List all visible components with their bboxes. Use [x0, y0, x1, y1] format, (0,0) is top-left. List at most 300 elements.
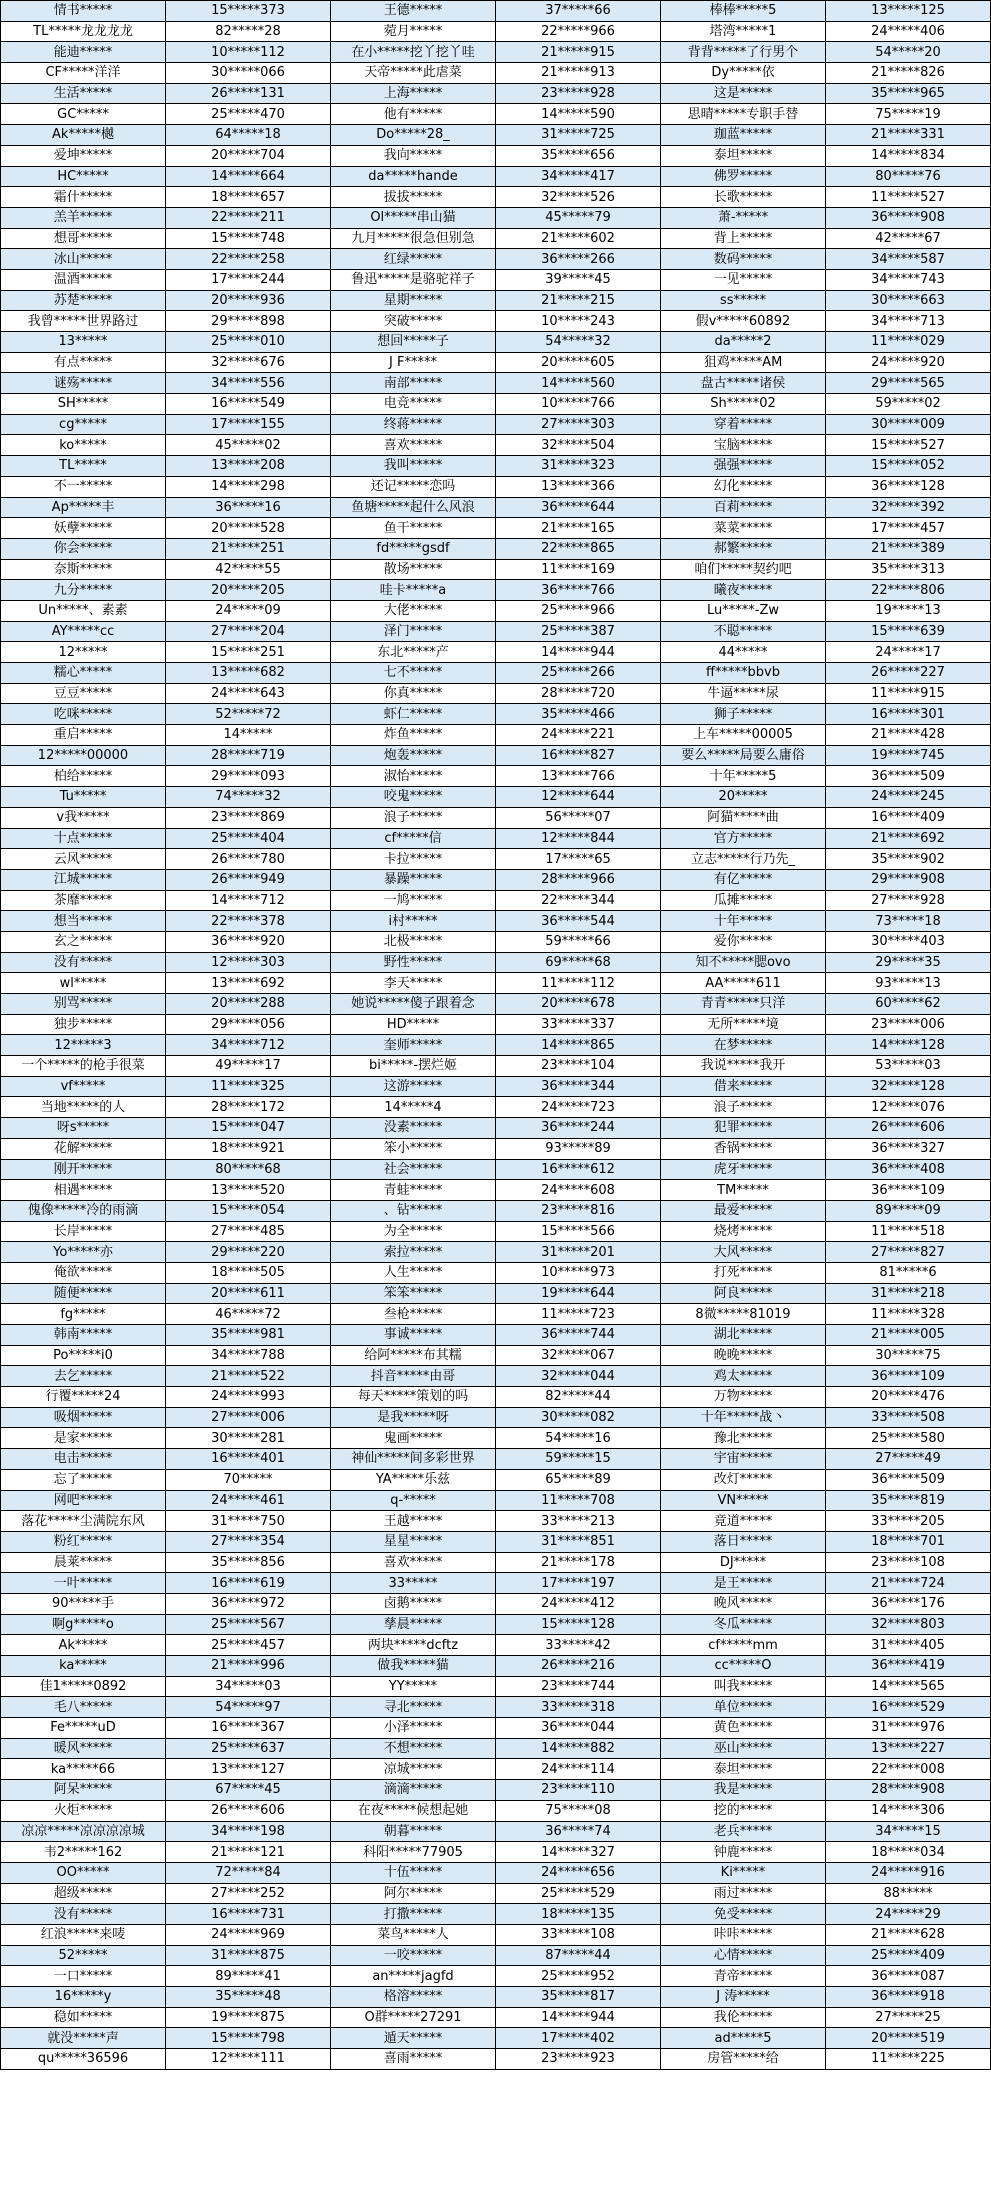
phone-cell: 14*****834 [826, 145, 991, 166]
name-cell: 叁枪***** [331, 1304, 496, 1325]
name-cell: 菜鸟*****人 [331, 1924, 496, 1945]
phone-cell: 23*****108 [826, 1552, 991, 1573]
name-cell: 李天***** [331, 973, 496, 994]
name-cell: 浪子***** [331, 807, 496, 828]
name-cell: 情书***** [1, 1, 166, 22]
name-cell: 抖音*****由哥 [331, 1366, 496, 1387]
phone-cell: 34*****15 [826, 1821, 991, 1842]
name-cell: 大佬***** [331, 600, 496, 621]
name-cell: AA*****611 [661, 973, 826, 994]
phone-cell: 33*****205 [826, 1511, 991, 1532]
phone-cell: 36*****744 [496, 1325, 661, 1346]
name-cell: i村***** [331, 911, 496, 932]
name-cell: 行覆*****24 [1, 1387, 166, 1408]
table-row [1, 1573, 991, 1594]
phone-cell: 10*****112 [166, 42, 331, 63]
phone-cell: 22*****258 [166, 249, 331, 270]
name-cell: 曦夜***** [661, 580, 826, 601]
table-row [1, 1924, 991, 1945]
phone-cell: 18*****135 [496, 1904, 661, 1925]
name-cell: cc*****O [661, 1656, 826, 1677]
phone-cell: 20*****611 [166, 1283, 331, 1304]
name-cell: TL***** [1, 456, 166, 477]
name-cell: 万物***** [661, 1387, 826, 1408]
name-cell: 16*****y [1, 1987, 166, 2008]
name-cell: Ki***** [661, 1862, 826, 1883]
name-cell: 房管*****给 [661, 2049, 826, 2070]
name-cell: 鱼塘*****起什么风浪 [331, 497, 496, 518]
phone-cell: 74*****32 [166, 787, 331, 808]
name-cell: 佛罗***** [661, 166, 826, 187]
table-row [1, 1697, 991, 1718]
name-cell: Lu*****-Zw [661, 600, 826, 621]
table-row [1, 766, 991, 787]
phone-cell: 25*****580 [826, 1428, 991, 1449]
name-cell: 喜欢***** [331, 1552, 496, 1573]
name-cell: 思晴*****专职手替 [661, 104, 826, 125]
phone-cell: 36*****74 [496, 1821, 661, 1842]
name-cell: 滴滴***** [331, 1780, 496, 1801]
name-cell: 他有***** [331, 104, 496, 125]
name-cell: 不聪***** [661, 621, 826, 642]
name-cell: 重启***** [1, 725, 166, 746]
phone-cell: 25*****387 [496, 621, 661, 642]
phone-cell: 25*****457 [166, 1635, 331, 1656]
phone-cell: 36*****244 [496, 1118, 661, 1139]
phone-cell: 52*****72 [166, 704, 331, 725]
phone-cell: 36*****044 [496, 1718, 661, 1739]
phone-cell: 35*****656 [496, 145, 661, 166]
table-row [1, 63, 991, 84]
name-cell: 泰坦***** [661, 1759, 826, 1780]
table-row [1, 228, 991, 249]
name-cell: 啊g*****o [1, 1614, 166, 1635]
phone-cell: 31*****750 [166, 1511, 331, 1532]
phone-cell: 11*****029 [826, 332, 991, 353]
phone-cell: 36*****266 [496, 249, 661, 270]
table-row [1, 1366, 991, 1387]
phone-cell: 19*****875 [166, 2007, 331, 2028]
name-cell: 爱坤***** [1, 145, 166, 166]
name-cell: 电击***** [1, 1449, 166, 1470]
name-cell: 去乞***** [1, 1366, 166, 1387]
name-cell: 豫北***** [661, 1428, 826, 1449]
phone-cell: 24*****608 [496, 1180, 661, 1201]
phone-cell: 27*****252 [166, 1883, 331, 1904]
phone-cell: 10*****766 [496, 394, 661, 415]
name-cell: Tu***** [1, 787, 166, 808]
phone-cell: 16*****549 [166, 394, 331, 415]
name-cell: 傀像*****冷的雨滴 [1, 1200, 166, 1221]
phone-cell: 36*****766 [496, 580, 661, 601]
name-cell: 超级***** [1, 1883, 166, 1904]
phone-cell: 18*****505 [166, 1262, 331, 1283]
name-cell: 珈蓝***** [661, 125, 826, 146]
phone-cell: 20*****205 [166, 580, 331, 601]
phone-cell: 34*****743 [826, 269, 991, 290]
phone-cell: 36*****344 [496, 1076, 661, 1097]
phone-cell: 32*****803 [826, 1614, 991, 1635]
name-cell: 我是***** [661, 1780, 826, 1801]
phone-cell: 28*****908 [826, 1780, 991, 1801]
phone-cell: 22*****806 [826, 580, 991, 601]
phone-cell: 36*****087 [826, 1966, 991, 1987]
phone-cell: 19*****13 [826, 600, 991, 621]
phone-cell: 13*****127 [166, 1759, 331, 1780]
name-cell: 烧烤***** [661, 1221, 826, 1242]
phone-cell: 27*****485 [166, 1221, 331, 1242]
name-cell: 十年*****战丶 [661, 1407, 826, 1428]
name-cell: 长歌***** [661, 187, 826, 208]
name-cell: v我***** [1, 807, 166, 828]
phone-cell: 18*****701 [826, 1531, 991, 1552]
phone-cell: 24*****406 [826, 21, 991, 42]
phone-cell: 29*****056 [166, 1014, 331, 1035]
table-row [1, 104, 991, 125]
phone-cell: 26*****606 [826, 1118, 991, 1139]
table-row [1, 1242, 991, 1263]
table-row [1, 704, 991, 725]
name-cell: 吃咪***** [1, 704, 166, 725]
table-row [1, 456, 991, 477]
table-row [1, 1180, 991, 1201]
name-cell: 巫山***** [661, 1738, 826, 1759]
name-cell: 背背*****了行男个 [661, 42, 826, 63]
table-row [1, 187, 991, 208]
name-cell: 老兵***** [661, 1821, 826, 1842]
name-cell: 茶靡***** [1, 890, 166, 911]
name-cell: 九分***** [1, 580, 166, 601]
name-cell: GC***** [1, 104, 166, 125]
name-cell: OO***** [1, 1862, 166, 1883]
name-cell: 卤鹅***** [331, 1593, 496, 1614]
table-row [1, 1635, 991, 1656]
phone-cell: 16*****612 [496, 1159, 661, 1180]
name-cell: 妖孽***** [1, 518, 166, 539]
phone-cell: 28*****720 [496, 683, 661, 704]
phone-cell: 35*****981 [166, 1325, 331, 1346]
name-cell: 免受***** [661, 1904, 826, 1925]
name-cell: HD***** [331, 1014, 496, 1035]
table-row [1, 828, 991, 849]
table-row [1, 1262, 991, 1283]
name-cell: 不想***** [331, 1738, 496, 1759]
phone-cell: 36*****109 [826, 1180, 991, 1201]
name-cell: 12*****00000 [1, 745, 166, 766]
phone-cell: 59*****02 [826, 394, 991, 415]
name-cell: an*****jagfd [331, 1966, 496, 1987]
phone-cell: 26*****131 [166, 83, 331, 104]
name-cell: 14*****4 [331, 1097, 496, 1118]
name-cell: 犯罪***** [661, 1118, 826, 1139]
table-row [1, 807, 991, 828]
phone-cell: 14*****560 [496, 373, 661, 394]
table-row [1, 2007, 991, 2028]
name-cell: YA*****乐兹 [331, 1469, 496, 1490]
phone-cell: 73*****18 [826, 911, 991, 932]
name-cell: Fe*****uD [1, 1718, 166, 1739]
phone-cell: 14*****882 [496, 1738, 661, 1759]
name-cell: 笨小***** [331, 1138, 496, 1159]
phone-cell: 16*****731 [166, 1904, 331, 1925]
name-cell: 冬瓜***** [661, 1614, 826, 1635]
phone-cell: 21*****522 [166, 1366, 331, 1387]
name-cell: 黄色***** [661, 1718, 826, 1739]
phone-cell: 34*****198 [166, 1821, 331, 1842]
name-cell: DJ***** [661, 1552, 826, 1573]
name-cell: 谜殇***** [1, 373, 166, 394]
name-cell: 我曾*****世界路过 [1, 311, 166, 332]
name-cell: 最爱***** [661, 1200, 826, 1221]
phone-cell: 46*****72 [166, 1304, 331, 1325]
phone-cell: 23*****869 [166, 807, 331, 828]
name-cell: 想当***** [1, 911, 166, 932]
table-row [1, 642, 991, 663]
name-cell: 阿尔***** [331, 1883, 496, 1904]
name-cell: 柏给***** [1, 766, 166, 787]
phone-cell: 34*****788 [166, 1345, 331, 1366]
name-cell: 十伍***** [331, 1862, 496, 1883]
table-row [1, 394, 991, 415]
phone-cell: 29*****35 [826, 952, 991, 973]
name-cell: 鬼画***** [331, 1428, 496, 1449]
name-cell: ka***** [1, 1656, 166, 1677]
phone-cell: 34*****713 [826, 311, 991, 332]
table-row [1, 1345, 991, 1366]
table-row [1, 125, 991, 146]
table-row [1, 973, 991, 994]
name-cell: 毛八***** [1, 1697, 166, 1718]
phone-cell: 15*****566 [496, 1221, 661, 1242]
name-cell: 一口***** [1, 1966, 166, 1987]
name-cell: 想哥***** [1, 228, 166, 249]
phone-cell: 30*****403 [826, 931, 991, 952]
name-cell: vf***** [1, 1076, 166, 1097]
phone-cell: 15*****748 [166, 228, 331, 249]
table-row [1, 911, 991, 932]
phone-cell: 87*****44 [496, 1945, 661, 1966]
name-cell: 社会***** [331, 1159, 496, 1180]
name-cell: 忘了***** [1, 1469, 166, 1490]
name-cell: 十年*****5 [661, 766, 826, 787]
phone-cell: 24*****412 [496, 1593, 661, 1614]
name-cell: da*****hande [331, 166, 496, 187]
name-cell: 做我*****猫 [331, 1656, 496, 1677]
phone-cell: 25*****470 [166, 104, 331, 125]
name-cell: 一咬***** [331, 1945, 496, 1966]
name-cell: 俺欲***** [1, 1262, 166, 1283]
name-cell: 竟道***** [661, 1511, 826, 1532]
name-cell: YY***** [331, 1676, 496, 1697]
phone-cell: 32*****504 [496, 435, 661, 456]
name-cell: 有亿***** [661, 869, 826, 890]
name-cell: 刚开***** [1, 1159, 166, 1180]
phone-cell: 25*****637 [166, 1738, 331, 1759]
name-cell: 每天*****策划的吗 [331, 1387, 496, 1408]
table-row [1, 1449, 991, 1470]
phone-cell: 33*****42 [496, 1635, 661, 1656]
name-cell: 霜什***** [1, 187, 166, 208]
phone-cell: 59*****15 [496, 1449, 661, 1470]
phone-cell: 36*****644 [496, 497, 661, 518]
name-cell: da*****2 [661, 332, 826, 353]
table-row [1, 1656, 991, 1677]
phone-cell: 14*****944 [496, 2007, 661, 2028]
phone-cell: 45*****02 [166, 435, 331, 456]
name-cell: 44***** [661, 642, 826, 663]
name-cell: 落日***** [661, 1531, 826, 1552]
name-cell: 呀s***** [1, 1118, 166, 1139]
name-cell: 北极***** [331, 931, 496, 952]
table-row [1, 1738, 991, 1759]
table-row [1, 435, 991, 456]
name-cell: 突破***** [331, 311, 496, 332]
name-cell: 知不*****腮ovo [661, 952, 826, 973]
table-row [1, 600, 991, 621]
name-cell: 十点***** [1, 828, 166, 849]
phone-cell: 32*****676 [166, 352, 331, 373]
table-row [1, 1221, 991, 1242]
phone-cell: 64*****18 [166, 125, 331, 146]
name-cell: Ak*****樾 [1, 125, 166, 146]
phone-cell: 29*****908 [826, 869, 991, 890]
phone-cell: 21*****215 [496, 290, 661, 311]
name-cell: Ak***** [1, 1635, 166, 1656]
name-cell: cg***** [1, 414, 166, 435]
phone-cell: 21*****165 [496, 518, 661, 539]
name-cell: O群*****27291 [331, 2007, 496, 2028]
name-cell: 棒棒*****5 [661, 1, 826, 22]
phone-cell: 20*****936 [166, 290, 331, 311]
phone-cell: 35*****48 [166, 1987, 331, 2008]
name-cell: SH***** [1, 394, 166, 415]
name-cell: Po*****i0 [1, 1345, 166, 1366]
name-cell: 你会***** [1, 538, 166, 559]
name-cell: 王越***** [331, 1511, 496, 1532]
phone-cell: 24*****969 [166, 1924, 331, 1945]
phone-cell: 11*****708 [496, 1490, 661, 1511]
table-row [1, 1593, 991, 1614]
name-cell: 佳1*****0892 [1, 1676, 166, 1697]
phone-cell: 21*****178 [496, 1552, 661, 1573]
phone-cell: 33*****213 [496, 1511, 661, 1532]
name-cell: 喜欢***** [331, 435, 496, 456]
phone-cell: 14*****298 [166, 476, 331, 497]
phone-cell: 26*****780 [166, 849, 331, 870]
name-cell: 青帝***** [661, 1966, 826, 1987]
phone-cell: 21*****724 [826, 1573, 991, 1594]
name-cell: 南部***** [331, 373, 496, 394]
phone-cell: 16*****367 [166, 1718, 331, 1739]
name-cell: 12*****3 [1, 1035, 166, 1056]
phone-cell: 20*****605 [496, 352, 661, 373]
phone-cell: 24*****993 [166, 1387, 331, 1408]
table-row [1, 621, 991, 642]
phone-cell: 27*****928 [826, 890, 991, 911]
name-cell: Un*****、素素 [1, 600, 166, 621]
table-row [1, 1531, 991, 1552]
name-cell: 在夜*****候想起她 [331, 1800, 496, 1821]
phone-cell: 16*****301 [826, 704, 991, 725]
phone-cell: 16*****529 [826, 1697, 991, 1718]
name-cell: 红绿***** [331, 249, 496, 270]
phone-cell: 69*****68 [496, 952, 661, 973]
table-row [1, 1676, 991, 1697]
name-cell: VN***** [661, 1490, 826, 1511]
phone-cell: 42*****67 [826, 228, 991, 249]
phone-cell: 26*****227 [826, 663, 991, 684]
name-cell: 凉城***** [331, 1759, 496, 1780]
table-row [1, 2028, 991, 2049]
phone-cell: 23*****923 [496, 2049, 661, 2070]
phone-cell: 14***** [166, 725, 331, 746]
name-cell: 晚晚***** [661, 1345, 826, 1366]
table-row [1, 207, 991, 228]
phone-cell: 14*****565 [826, 1676, 991, 1697]
name-cell: 浪子***** [661, 1097, 826, 1118]
table-row [1, 559, 991, 580]
table-row [1, 1200, 991, 1221]
table-row [1, 1159, 991, 1180]
phone-cell: 17*****402 [496, 2028, 661, 2049]
phone-cell: 11*****723 [496, 1304, 661, 1325]
name-cell: 咱们*****契约吧 [661, 559, 826, 580]
phone-cell: 81*****6 [826, 1262, 991, 1283]
name-cell: TL*****龙龙龙龙 [1, 21, 166, 42]
name-cell: 数码***** [661, 249, 826, 270]
name-cell: q-***** [331, 1490, 496, 1511]
name-cell: 东北*****产 [331, 642, 496, 663]
table-row [1, 414, 991, 435]
phone-cell: 14*****944 [496, 642, 661, 663]
phone-cell: 11*****325 [166, 1076, 331, 1097]
phone-cell: 10*****973 [496, 1262, 661, 1283]
name-cell: 网吧***** [1, 1490, 166, 1511]
name-cell: 要么*****局要么庸俗 [661, 745, 826, 766]
name-cell: ko***** [1, 435, 166, 456]
name-cell: 冰山***** [1, 249, 166, 270]
name-cell: 神仙*****间多彩世界 [331, 1449, 496, 1470]
phone-cell: 24*****643 [166, 683, 331, 704]
phone-cell: 23*****006 [826, 1014, 991, 1035]
phone-cell: 23*****104 [496, 1056, 661, 1077]
name-cell: 十年***** [661, 911, 826, 932]
name-cell: 穿着***** [661, 414, 826, 435]
name-cell: 是我*****呀 [331, 1407, 496, 1428]
phone-cell: 11*****518 [826, 1221, 991, 1242]
name-cell: 背上***** [661, 228, 826, 249]
name-cell: 为全***** [331, 1221, 496, 1242]
phone-cell: 15*****128 [496, 1614, 661, 1635]
name-cell: 打撒***** [331, 1904, 496, 1925]
name-cell: 豆豆***** [1, 683, 166, 704]
table-row [1, 1407, 991, 1428]
name-cell: 星星***** [331, 1531, 496, 1552]
phone-cell: 15*****373 [166, 1, 331, 22]
phone-cell: 36*****16 [166, 497, 331, 518]
phone-cell: 36*****327 [826, 1138, 991, 1159]
phone-cell: 24*****723 [496, 1097, 661, 1118]
phone-cell: 70***** [166, 1469, 331, 1490]
phone-cell: 25*****409 [826, 1945, 991, 1966]
table-row [1, 1118, 991, 1139]
phone-cell: 53*****03 [826, 1056, 991, 1077]
table-row [1, 952, 991, 973]
phone-cell: 32*****044 [496, 1366, 661, 1387]
table-row [1, 1511, 991, 1532]
phone-cell: 17*****244 [166, 269, 331, 290]
table-row [1, 1800, 991, 1821]
